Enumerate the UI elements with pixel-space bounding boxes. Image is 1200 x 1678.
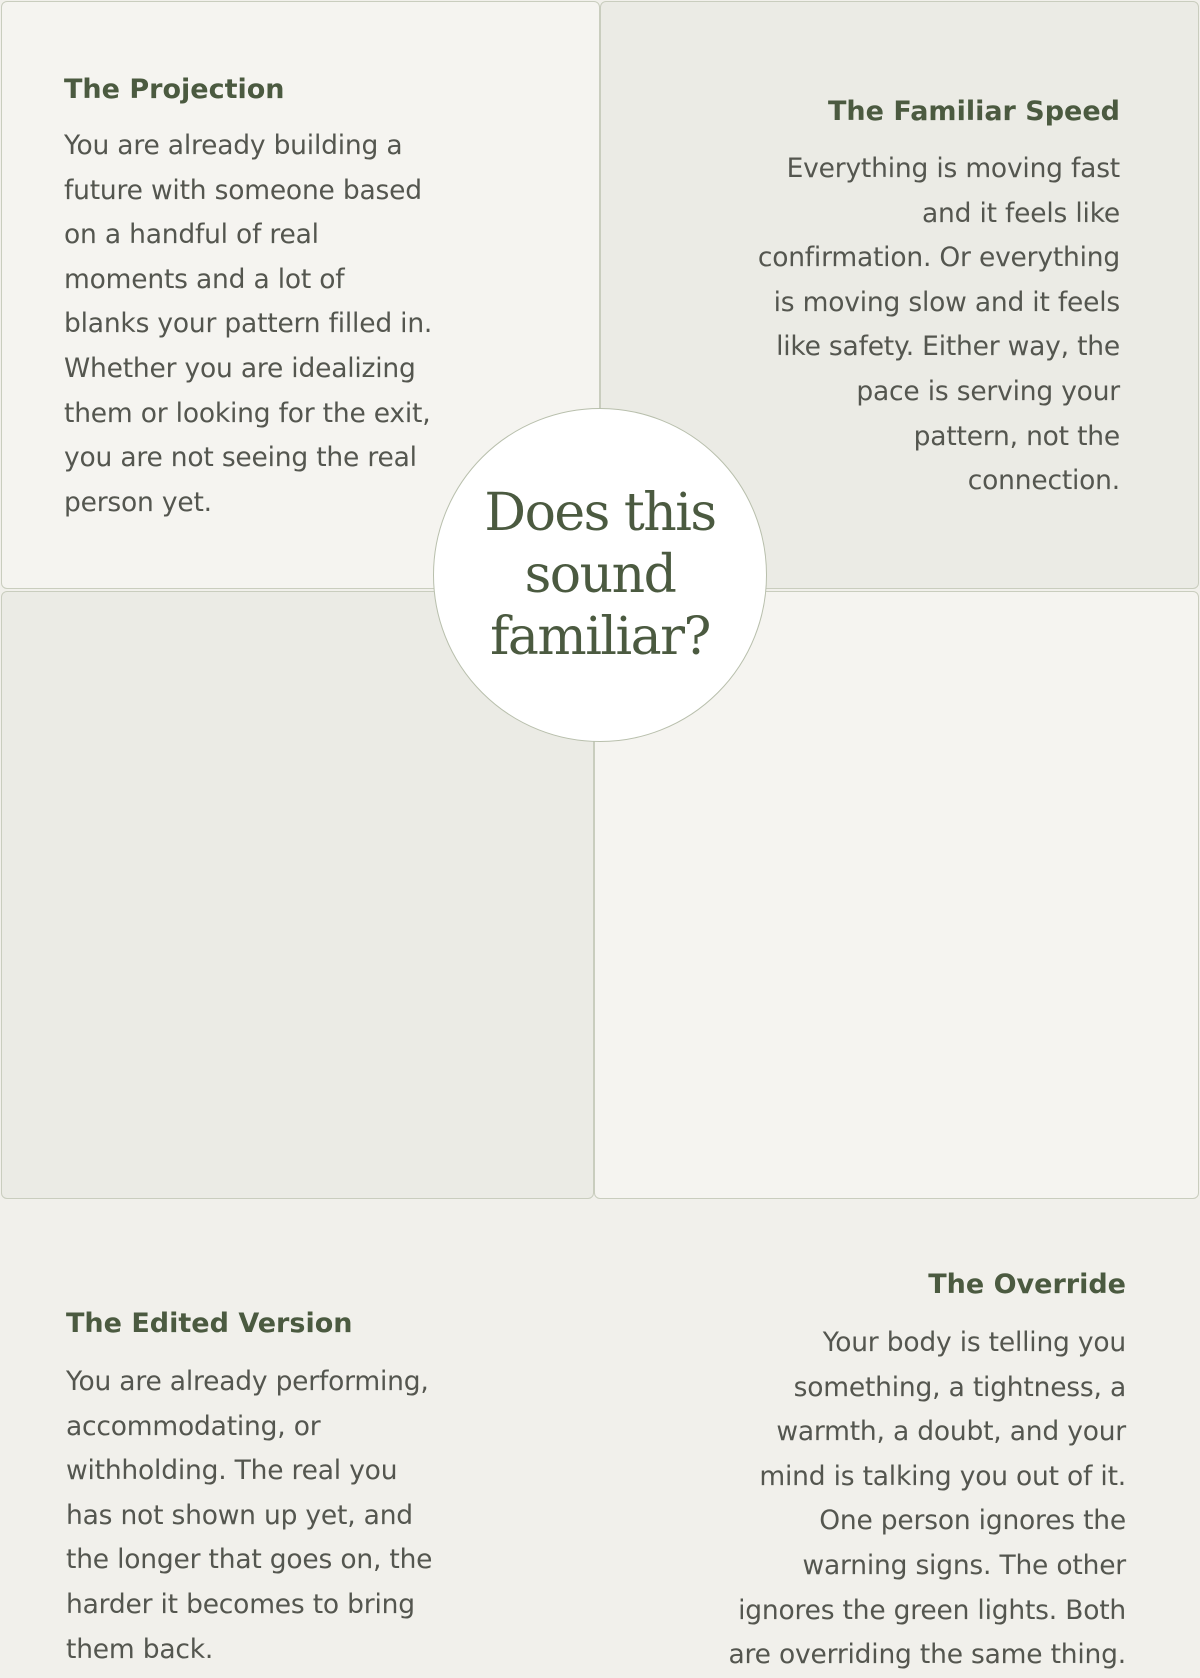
- center-title: Does this sound familiar?: [484, 483, 716, 667]
- card-body-text: You are already performing, accommodating, or withholding. The real you has not shown up yet, and the longer that goes on, the harder it becomes to bring them back.: [66, 1366, 433, 1665]
- card-heading: The Familiar Speed: [828, 96, 1120, 127]
- center-circle: [433, 408, 767, 742]
- card-body-text: Your body is telling you something, a tightness, a warmth, a doubt, and your mind is talking you out of it. One person ignores the warning signs. The other ignores the green lights. Both are overriding the same thing.: [728, 1327, 1126, 1671]
- card-body-text: You are already building a future with someone based on a handful of real moments and a lot of blanks your pattern filled in. Whether you are idealizing them or looking for the exit, you are not seeing the real person yet.: [64, 130, 433, 518]
- card-heading: The Projection: [64, 74, 285, 105]
- card-heading: The Override: [928, 1269, 1126, 1300]
- card-heading: The Edited Version: [66, 1308, 353, 1339]
- card-body-text: Everything is moving fast and it feels like confirmation. Or everything is moving slow and it feels like safety. Either way, the pace is serving your pattern, not the connection.: [757, 153, 1120, 497]
